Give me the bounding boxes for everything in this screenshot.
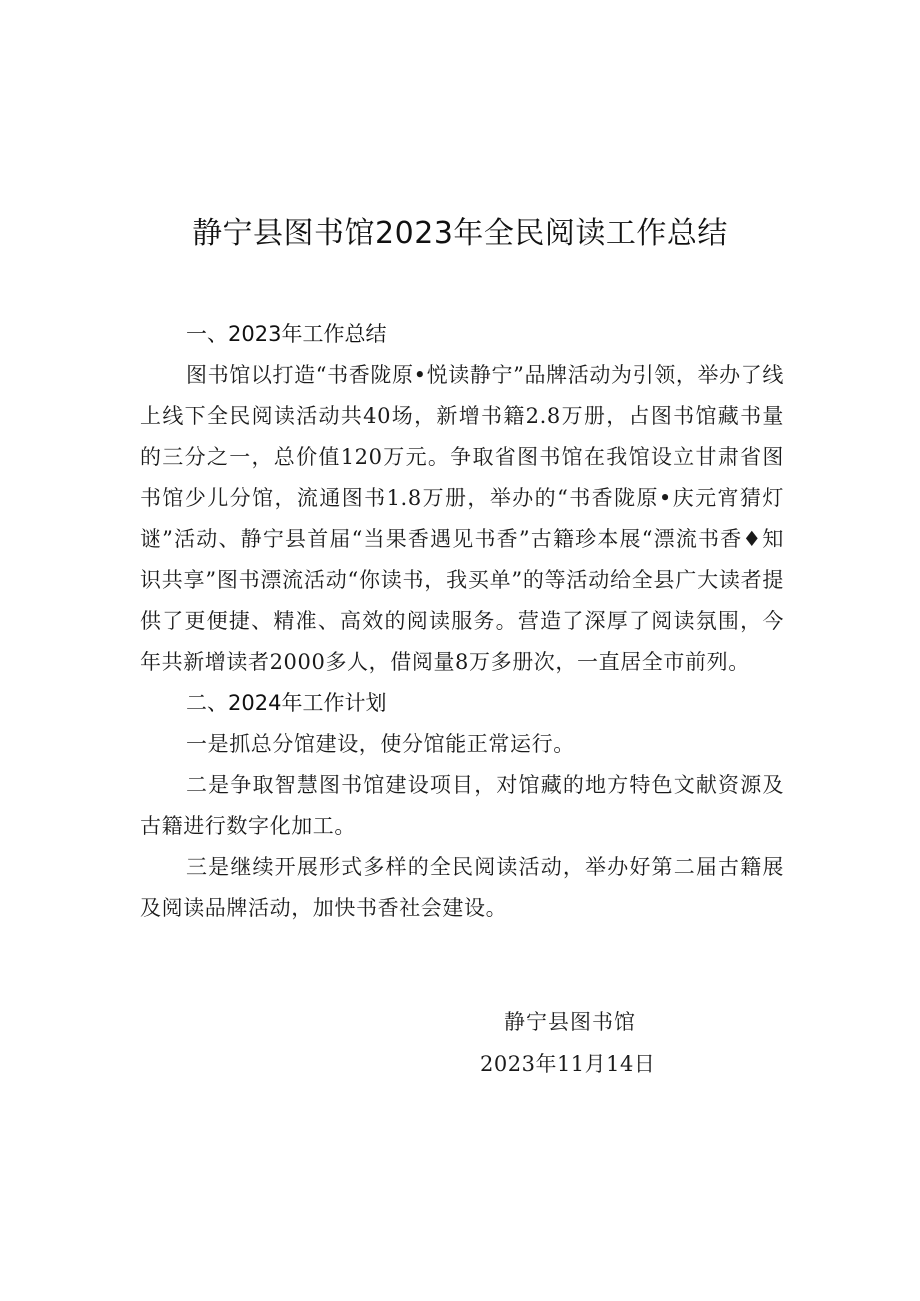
- section-heading-plan: 二、2024年工作计划: [186, 691, 387, 715]
- summary-paragraph: 图书馆以打造“书香陇原•悦读静宁”品牌活动为引领，举办了线上线下全民阅读活动共40场，新增书籍2.8万册，占图书馆藏书量的三分之一，总价值120万元。争取省图书馆在我馆设立甘肃省图书馆少儿分馆，流通图书1.8万册，举办的“书香陇原•庆元宵猜灯谜”活动、静宁县首届“当果香遇见书香”古籍珍本展“漂流书香♦知识共享”图书漂流活动“你读书，我买单”的等活动给全县广大读者提供了更便捷、精准、高效的阅读服务。营造了深厚了阅读氛围，今年共新增读者2000多人，借阅量8万多册次，一直居全市前列。: [140, 363, 784, 674]
- plan-item-3: 三是继续开展形式多样的全民阅读活动，举办好第二届古籍展及阅读品牌活动，加快书香社会建设。: [140, 855, 784, 920]
- signature-date: 2023年11月14日: [480, 1052, 656, 1076]
- document-title: 静宁县图书馆2023年全民阅读工作总结: [192, 216, 728, 251]
- section-heading-summary: 一、2023年工作总结: [186, 322, 387, 346]
- signature-organization: 静宁县图书馆: [504, 1010, 636, 1034]
- plan-item-2: 二是争取智慧图书馆建设项目，对馆藏的地方特色文献资源及古籍进行数字化加工。: [140, 773, 784, 838]
- plan-item-1: 一是抓总分馆建设，使分馆能正常运行。: [186, 732, 575, 756]
- document-body: [140, 314, 784, 929]
- signature-block: [480, 1001, 740, 1085]
